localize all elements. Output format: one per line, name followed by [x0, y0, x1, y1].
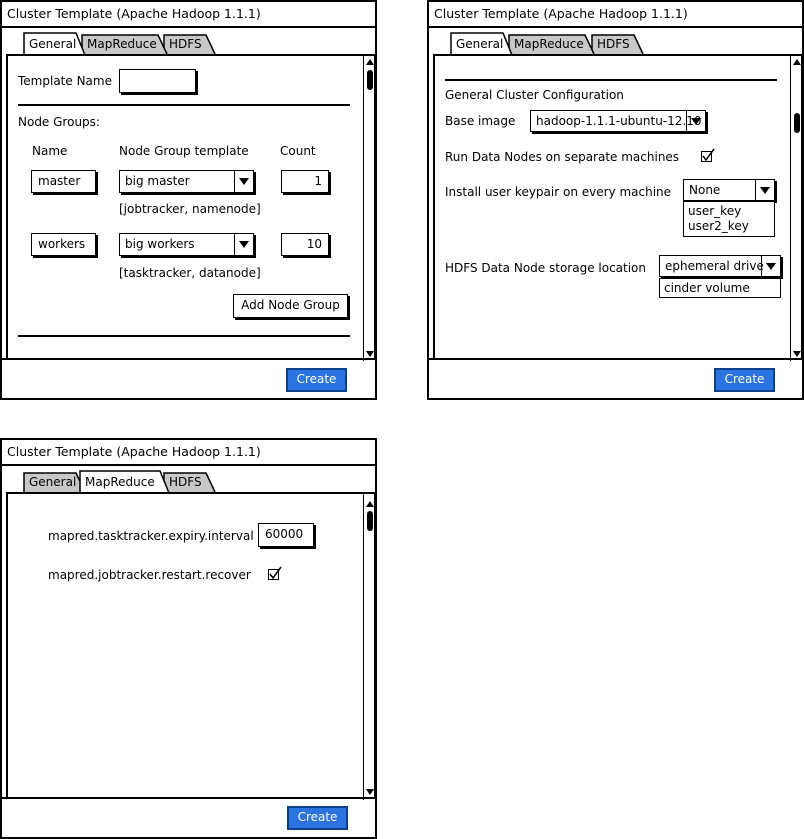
- keypair-label: Install user keypair on every machine: [445, 185, 672, 199]
- template-name-input[interactable]: [119, 69, 196, 93]
- window-mapreduce: [0, 438, 377, 839]
- expiry-interval-input[interactable]: 60000: [258, 523, 314, 547]
- footer-divider: [429, 358, 802, 360]
- scrollbar[interactable]: [790, 56, 803, 361]
- tab-content-panel: [433, 54, 803, 359]
- tab-hdfs[interactable]: [164, 471, 216, 492]
- node-group-processes: [jobtracker, namenode]: [119, 202, 261, 216]
- divider: [18, 104, 350, 106]
- tab-hdfs[interactable]: [592, 33, 644, 54]
- window-title: Cluster Template (Apache Hadoop 1.1.1): [7, 444, 261, 459]
- node-group-template-select[interactable]: [119, 170, 254, 193]
- restart-recover-checkbox[interactable]: [268, 569, 279, 580]
- window-title: Cluster Template (Apache Hadoop 1.1.1): [434, 6, 688, 21]
- scroll-thumb[interactable]: [367, 511, 373, 531]
- node-group-template-select[interactable]: [119, 233, 254, 256]
- scroll-down-icon[interactable]: [364, 787, 376, 797]
- select-value: big workers: [125, 237, 195, 251]
- restart-recover-label: mapred.jobtracker.restart.recover: [48, 568, 251, 582]
- base-image-select[interactable]: [530, 110, 706, 132]
- column-header-template: Node Group template: [119, 144, 249, 158]
- separate-machines-checkbox[interactable]: [701, 151, 712, 162]
- select-value: None: [689, 183, 721, 197]
- title-divider: [2, 26, 375, 28]
- storage-location-select[interactable]: [659, 255, 781, 277]
- title-divider: [2, 464, 375, 466]
- expiry-interval-label: mapred.tasktracker.expiry.interval: [48, 529, 254, 543]
- node-groups-label: Node Groups:: [18, 115, 100, 129]
- node-group-name-input[interactable]: master: [31, 170, 96, 193]
- tab-mapreduce-label: MapReduce: [85, 475, 155, 489]
- chevron-down-icon: [761, 256, 780, 276]
- template-name-label: Template Name: [18, 74, 112, 88]
- tab-hdfs[interactable]: [164, 33, 216, 54]
- checkmark-icon: [701, 147, 715, 163]
- create-button[interactable]: Create: [286, 368, 347, 392]
- node-group-processes: [tasktracker, datanode]: [119, 266, 261, 280]
- storage-option[interactable]: cinder volume: [664, 281, 750, 295]
- create-button[interactable]: Create: [714, 368, 775, 392]
- tab-general[interactable]: [24, 471, 86, 492]
- scrollbar[interactable]: [363, 56, 376, 361]
- tab-content-panel: [6, 54, 376, 359]
- storage-location-label: HDFS Data Node storage location: [445, 261, 646, 275]
- base-image-label: Base image: [445, 114, 516, 128]
- node-group-name-input[interactable]: workers: [31, 233, 96, 256]
- title-divider: [429, 26, 802, 28]
- scroll-thumb[interactable]: [794, 113, 800, 133]
- footer-divider: [2, 358, 375, 360]
- tab-hdfs-label: HDFS: [169, 475, 202, 489]
- tab-general-label: General: [456, 37, 504, 51]
- keypair-options-list: [683, 201, 775, 237]
- chevron-down-icon: [234, 234, 253, 255]
- tab-mapreduce[interactable]: [509, 33, 595, 54]
- tab-hdfs-label: HDFS: [169, 37, 202, 51]
- select-value: hadoop-1.1.1-ubuntu-12.10: [536, 114, 702, 128]
- tab-general[interactable]: [24, 31, 86, 55]
- add-node-group-button[interactable]: Add Node Group: [233, 294, 348, 318]
- select-value: ephemeral drive: [665, 259, 764, 273]
- window-general-node-groups: [0, 0, 377, 400]
- column-header-name: Name: [32, 144, 68, 158]
- tab-general-label: General: [29, 37, 77, 51]
- checkmark-icon: [268, 565, 282, 581]
- divider: [18, 335, 350, 337]
- tab-mapreduce[interactable]: [80, 469, 170, 493]
- scroll-up-icon[interactable]: [364, 57, 376, 67]
- keypair-option[interactable]: user2_key: [688, 219, 749, 233]
- column-header-count: Count: [280, 144, 316, 158]
- node-group-count-input[interactable]: 10: [281, 233, 329, 256]
- window-general-config: [427, 0, 804, 400]
- node-group-count-input[interactable]: 1: [281, 170, 329, 193]
- scroll-up-icon[interactable]: [791, 57, 803, 67]
- keypair-select[interactable]: [683, 179, 775, 201]
- chevron-down-icon: [234, 171, 253, 192]
- tab-general-label: General: [29, 475, 77, 489]
- tab-mapreduce[interactable]: [82, 33, 168, 54]
- storage-options-list: [659, 278, 781, 298]
- scroll-up-icon[interactable]: [364, 499, 376, 509]
- section-title: General Cluster Configuration: [445, 88, 624, 102]
- chevron-down-icon: [686, 111, 705, 131]
- window-title: Cluster Template (Apache Hadoop 1.1.1): [7, 6, 261, 21]
- scrollbar[interactable]: [363, 494, 376, 800]
- divider: [445, 79, 777, 81]
- keypair-option[interactable]: user_key: [688, 204, 742, 218]
- tab-mapreduce-label: MapReduce: [87, 37, 157, 51]
- create-button[interactable]: Create: [287, 806, 348, 830]
- tab-general[interactable]: [451, 31, 513, 55]
- separate-machines-label: Run Data Nodes on separate machines: [445, 150, 680, 164]
- chevron-down-icon: [755, 180, 774, 200]
- footer-divider: [2, 797, 375, 799]
- tab-mapreduce-label: MapReduce: [514, 37, 584, 51]
- scroll-thumb[interactable]: [367, 70, 373, 90]
- select-value: big master: [125, 174, 190, 188]
- tab-content-panel: [6, 492, 376, 798]
- tab-hdfs-label: HDFS: [597, 37, 630, 51]
